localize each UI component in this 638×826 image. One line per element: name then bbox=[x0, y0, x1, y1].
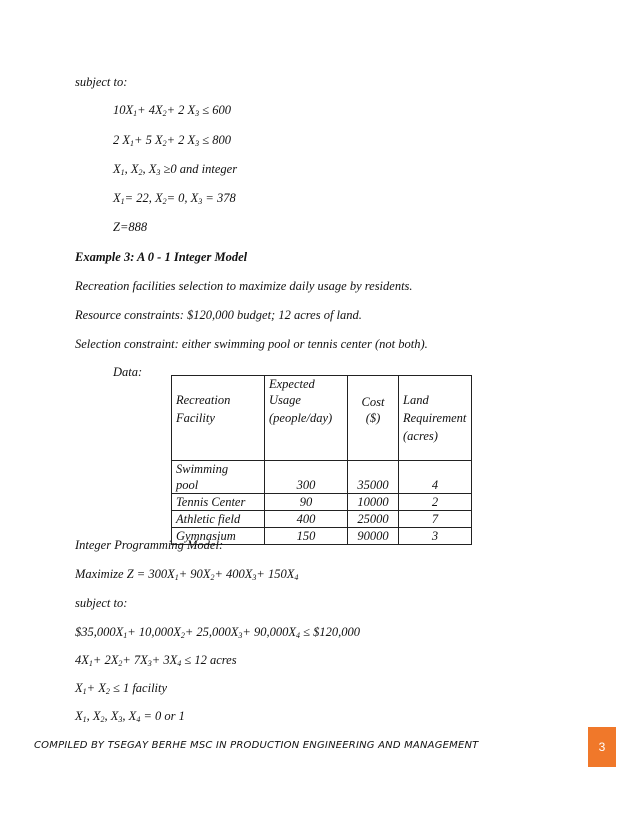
paragraph-usage: Recreation facilities selection to maximize daily usage by residents. bbox=[75, 279, 413, 293]
ip-model-label: Integer Programming Model: bbox=[75, 538, 224, 552]
example-title: Example 3: A 0 - 1 Integer Model bbox=[75, 250, 248, 264]
table-row bbox=[172, 461, 472, 494]
cell-land: 4 bbox=[399, 461, 472, 494]
cell-facility: Swimming pool bbox=[172, 461, 265, 494]
cell-usage: 400 bbox=[265, 511, 348, 528]
table-row bbox=[172, 494, 472, 511]
cell-usage: 300 bbox=[265, 461, 348, 494]
header-facility: Recreation Facility bbox=[172, 376, 265, 461]
facility-constraint: $X_1+ X_2 \le 1$ facility bbox=[75, 681, 168, 696]
cell-facility: Tennis Center bbox=[172, 494, 265, 511]
page-number-badge: 3 bbox=[588, 727, 616, 767]
constraint-3: $X_1$, $X_2$, $X_3 \ge 0$ and integer bbox=[113, 162, 238, 177]
table-header-row bbox=[172, 376, 472, 461]
page-footer: COMPILED BY TSEGAY BERHE MSC IN PRODUCTION ENGINEERING AND MANAGEMENT bbox=[34, 740, 479, 751]
cell-facility: Athletic field bbox=[172, 511, 265, 528]
cell-usage: 90 bbox=[265, 494, 348, 511]
constraint-2: 2 $X_1+ 5$ $X_2+ 2$ $X_3 \le 800$ bbox=[113, 133, 232, 148]
cell-facility: Gymnasium bbox=[172, 528, 265, 545]
solution-values: $X_1= 22$, $X_2= 0$, $X_3 = 378$ bbox=[113, 191, 236, 206]
paragraph-selection: Selection constraint: either swimming pool or tennis center (not both). bbox=[75, 337, 428, 351]
header-usage: Expected Usage (people/day) bbox=[265, 376, 348, 461]
objective-function: Maximize $Z = 300X_1+ 90X_2+ 400X_3+ 150X_4$ bbox=[75, 567, 299, 582]
binary-constraint: $X_1$, $X_2$, $X_3$, $X_4 = 0$ or 1 bbox=[75, 709, 185, 724]
cell-usage: 150 bbox=[265, 528, 348, 545]
subject-to-label: subject to: bbox=[75, 75, 128, 89]
budget-constraint: $\$35,000X_1+ 10,000X_2+ 25,000X_3+ 90,000X_4$ ≤ $120,000 bbox=[75, 625, 360, 640]
header-land: Land Requirement (acres) bbox=[399, 376, 472, 461]
facility-data-table bbox=[171, 375, 472, 545]
header-cost: Cost ($) bbox=[348, 376, 399, 461]
constraint-1: $10X_1+ 4X_2+ 2$ $X_3 \le 600$ bbox=[113, 103, 232, 118]
data-label: Data: bbox=[113, 365, 143, 379]
objective-value: Z=888 bbox=[113, 220, 148, 234]
table-row bbox=[172, 511, 472, 528]
cell-cost: 90000 bbox=[348, 528, 399, 545]
cell-cost: 10000 bbox=[348, 494, 399, 511]
cell-cost: 25000 bbox=[348, 511, 399, 528]
land-constraint: $4X_1+ 2X_2+ 7X_3+ 3X_4 \le 12$ acres bbox=[75, 653, 237, 668]
paragraph-resources: Resource constraints: $120,000 budget; 12 acres of land. bbox=[75, 308, 362, 322]
cell-land: 7 bbox=[399, 511, 472, 528]
cell-cost: 35000 bbox=[348, 461, 399, 494]
subject-to-label-2: subject to: bbox=[75, 596, 128, 610]
cell-land: 2 bbox=[399, 494, 472, 511]
cell-land: 3 bbox=[399, 528, 472, 545]
